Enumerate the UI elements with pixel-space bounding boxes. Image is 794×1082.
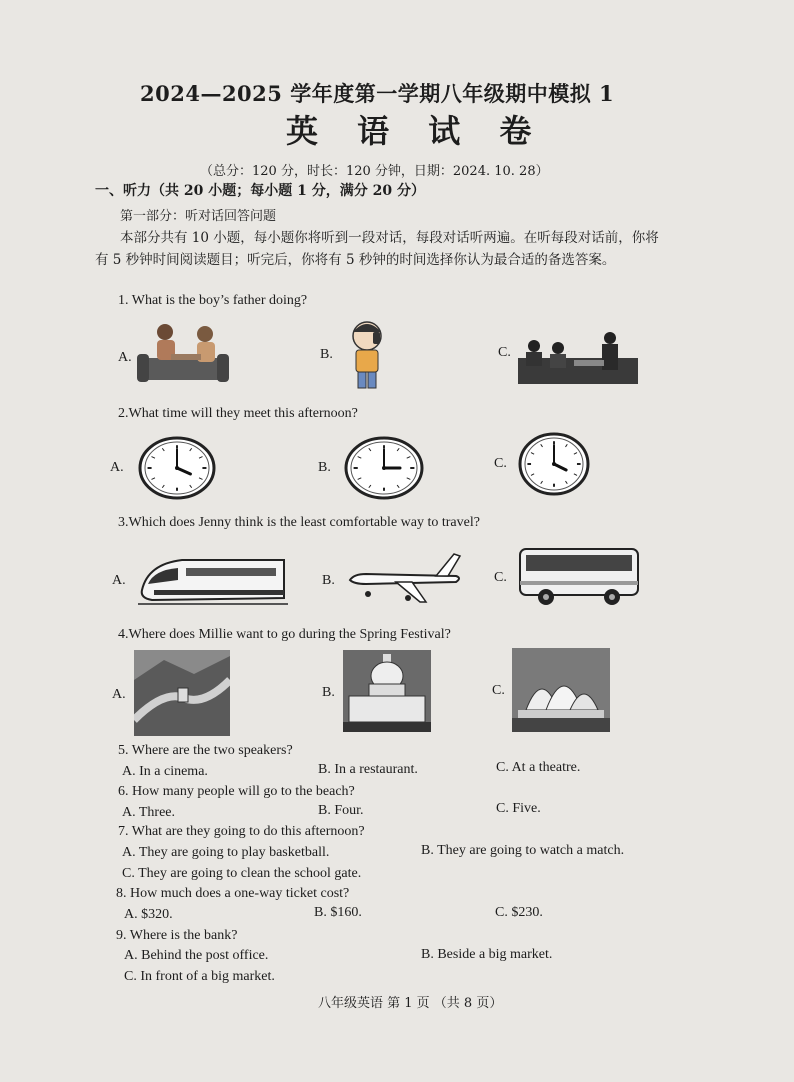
page-footer: 八年级英语 第 1 页 （共 8 页）: [318, 996, 503, 1011]
q8-option-a: A. $320.: [124, 907, 173, 922]
question-3-stem: 3.Which does Jenny think is the least comfortable way to travel?: [118, 515, 480, 530]
instructions: 本部分共有 10 小题，每小题你将听到一段对话，每段对话听两遍。在听每段对话前，你将有 5 秒钟时间阅读题目；听完后，你将有 5 秒钟的时间选择你认为最合适的备选答案。: [95, 230, 659, 268]
exam-subject-title: 英 语 试 卷: [286, 112, 546, 150]
question-1-stem: 1. What is the boy’s father doing?: [118, 293, 308, 308]
q7-option-c: C. They are going to clean the school gate.: [122, 866, 362, 881]
question-8-stem: 8. How much does a one-way ticket cost?: [116, 886, 350, 901]
boy-on-phone-icon: [342, 318, 392, 390]
q9-option-a: A. Behind the post office.: [124, 948, 269, 963]
clock-icon: [344, 436, 424, 500]
clock-icon: [518, 432, 590, 496]
great-wall-icon: [134, 650, 230, 736]
q5-option-a: A. In a cinema.: [122, 764, 208, 779]
question-6-stem: 6. How many people will go to the beach?: [118, 784, 355, 799]
business-meeting-icon: [518, 330, 638, 384]
q9-option-b: B. Beside a big market.: [421, 947, 553, 962]
q8-option-c: C. $230.: [495, 905, 543, 920]
q1-option-a: A.: [118, 350, 132, 365]
couple-on-sofa-icon: [135, 320, 231, 388]
q9-option-c: C. In front of a big market.: [124, 969, 275, 984]
question-9-stem: 9. Where is the bank?: [116, 928, 238, 943]
q5-option-b: B. In a restaurant.: [318, 762, 418, 777]
q1-option-c: C.: [498, 345, 511, 360]
q7-option-b: B. They are going to watch a match.: [421, 843, 625, 858]
question-2-stem: 2.What time will they meet this afternoon?: [118, 406, 358, 421]
q6-option-b: B. Four.: [318, 803, 364, 818]
q8-option-b: B. $160.: [314, 905, 362, 920]
q3-option-a: A.: [112, 573, 126, 588]
airplane-icon: [346, 550, 464, 608]
capitol-building-icon: [343, 650, 431, 732]
q3-option-b: B.: [322, 573, 335, 588]
q6-option-c: C. Five.: [496, 801, 541, 816]
clock-icon: [138, 436, 216, 500]
q2-option-b: B.: [318, 460, 331, 475]
q4-option-c: C.: [492, 683, 505, 698]
q4-option-b: B.: [322, 685, 335, 700]
q5-option-c: C. At a theatre.: [496, 760, 581, 775]
q4-option-a: A.: [112, 687, 126, 702]
high-speed-train-icon: [138, 550, 288, 608]
exam-title: 2024—2025 学年度第一学期八年级期中模拟 1: [140, 81, 615, 106]
q1-option-b: B.: [320, 347, 333, 362]
q3-option-c: C.: [494, 570, 507, 585]
q7-option-a: A. They are going to play basketball.: [122, 845, 330, 860]
q2-option-a: A.: [110, 460, 124, 475]
question-5-stem: 5. Where are the two speakers?: [118, 743, 293, 758]
question-7-stem: 7. What are they going to do this afternoon?: [118, 824, 365, 839]
bus-icon: [518, 545, 640, 607]
question-4-stem: 4.Where does Millie want to go during the Spring Festival?: [118, 627, 451, 642]
exam-meta: （总分：120 分，时长：120 分钟，日期：2024. 10. 28）: [200, 164, 549, 179]
q2-option-c: C.: [494, 456, 507, 471]
opera-house-icon: [512, 648, 610, 732]
part-heading: 第一部分：听对话回答问题: [120, 209, 277, 224]
section-heading: 一、听力（共 20 小题；每小题 1 分，满分 20 分）: [95, 183, 425, 199]
q6-option-a: A. Three.: [122, 805, 175, 820]
